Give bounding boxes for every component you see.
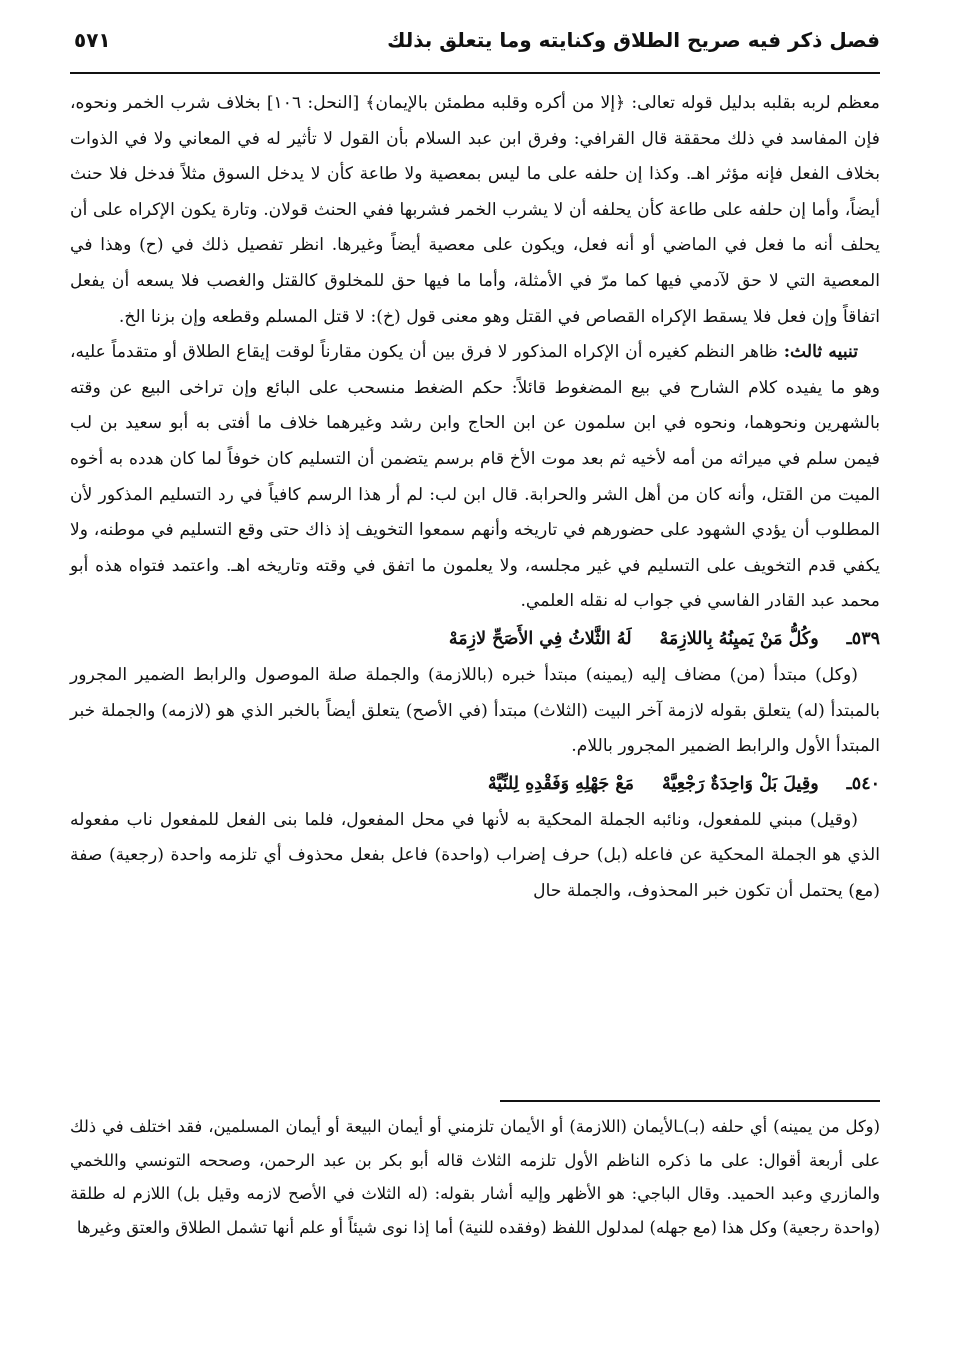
paragraph-continued: معظم لربه بقلبه بدليل قوله تعالى: ﴿إلا من أكره وقلبه مطمئن بالإيمان﴾ [النحل: ١٠٦] بخلاف شرب الخمر ونحوه، فإن المفاسد في ذلك محققة قال القرافي: وفرق ابن عبد السلام بأن القول لا تأثير له في المعاني ولا في الذوات بخلاف الفعل فإنه مؤثر اهـ. وكذا إن حلفه على ما ليس بمعصية ولا طاعة كأن لا يدخل السوق مثلاً فدخل فلا حنث أيضاً، وأما إن حلفه على طاعة كأن يحلفه أن لا يشرب الخمر فشربها ففي الحنث قولان. وتارة يكون الإكراه على أن يحلف أنه ما فعل في الماضي أو أنه فعل، ويكون على معصية أيضاً وغيرها. انظر تفصيل ذلك في (ح) وهذا في المعصية التي لا حق لآدمي فيها كما مرّ في الأمثلة، وأما ما فيها حق للمخلوق كالقتل والغصب فلا يسعه أن يفعل اتفاقاً وإن فعل فلا يسقط الإكراه القصاص في القتل وهو معنى قول (خ): لا قتل المسلم وقطعه وإن بزنا الخ.: [70, 93, 880, 327]
page-number: ٥٧١: [74, 28, 111, 52]
verse-commentary-539: (وكل) مبتدأ (من) مضاف إليه (يمينه) مبتدأ خبره (باللازمة) والجملة صلة الموصول والرابط الضمير المجرور بالمبتدأ (له) يتعلق بقوله لازمة آخر البيت (الثلاث) مبتدأ (في الأصح) يتعلق أيضاً بالخبر الذي هو (لازمه) والجملة خبر المبتدأ الأول والرابط الضمير المجرور باللام.: [70, 664, 880, 757]
verse-number: ٥٣٩ـ: [846, 628, 880, 649]
verse-second-hemistich: لَهُ الثَّلاثُ فِي الأَصَحِّ لازِمَهْ: [448, 628, 632, 649]
paragraph-body: ظاهر النظم كغيره أن الإكراه المذكور لا فرق بين أن يكون مقارناً لوقت إيقاع الطلاق أو متقدماً عليه، وهو ما يفيده كلام الشارح في بيع المضغوط قائلاً: حكم الضغط منسحب على البائع وإن تراخى البيع عن وقته بالشهرين ونحوهما، ونحوه في ابن سلمون عن ابن الحاج وابن رشد وغيرهما خلاف ما أفتى به أبو سعيد بن لب فيمن سلم في ميراثه من أمه لأخيه ثم بعد موت الأخ قام برسم يتضمن أن التسليم كان خوفاً لما كان هدده به أخوه الميت من القتل، وأنه كان من أهل الشر والحرابة. قال ابن لب: لم أر هذا الرسم كافياً في رد التسليم المذكور لأن المطلوب أن يؤدي الشهود على حضورهم في تاريخه وأنهم سمعوا التخويف إذ ذاك حتى وقع التسليم في موطنه، ولا يكفي قدم التخويف على التسليم في غير مجلسه، ولا يعلمون ما اتفق في وقته وتاريخه اهـ. واعتمد فتواه هذه أبو محمد عبد القادر الفاسي في جواب له نقله العلمي.: [70, 342, 880, 612]
verse-commentary-540: (وقيل) مبني للمفعول، ونائبه الجملة المحكية به لأنها في محل المفعول، فلما بنى الفعل للمفعول ناب مفعوله الذي هو الجملة المحكية عن فاعله (بل) حرف إضراب (واحدة) فاعل بفعل محذوف أي تلزمه واحدة (رجعية) صفة (مع) يحتمل أن تكون خبر المحذوف، والجملة حال: [70, 809, 880, 901]
paragraph-tanbih: [70, 335, 880, 620]
verse-first-hemistich: وكُلُّ مَنْ يَميِنُهُ بِاللازِمَهْ: [659, 628, 819, 649]
paragraph-label: تنبيه ثالث:: [783, 342, 858, 363]
verse-540: [70, 765, 880, 803]
footnote: (وكل من يمينه) أي حلفه (بـ)ـالأيمان (اللازمة) أو الأيمان تلزمني أو أيمان البيعة أو أيمان المسلمين، فقد اختلف في ذلك على أربعة أقوال: على ما ذكره الناظم الأول تلزمه الثلاث قاله أبو بكر بن عبد الرحمن، وصححه التونسي واللخمي والمازري وعبد الحميد. وقال الباجي: هو الأظهر وإليه أشار بقوله: (له الثلاث في الأصح لازمه وقيل بل) اللازم له طلقة (واحدة رجعية) وكل هذا (مع جهله) لمدلول اللفظ (وفقده للنية) أما إذا نوى شيئاً أو علم أنها تشمل الطلاق والعتق وغيرها: [70, 1117, 880, 1237]
verse-first-hemistich: وقِيلَ بَلْ وَاحِدَةٌ رَجْعِيَّهْ: [662, 773, 819, 794]
main-text: [70, 86, 880, 909]
verse-number: ٥٤٠ـ: [846, 773, 880, 794]
verse-539: [70, 620, 880, 658]
running-title: فصل ذكر فيه صريح الطلاق وكنايته وما يتعلق بذلك: [387, 28, 880, 52]
page-header: [70, 28, 880, 74]
verse-second-hemistich: مَعْ جَهْلِهِ وَفَقْدِهِ لِلنِّيَّهْ: [487, 773, 635, 794]
page: [70, 28, 880, 909]
footnote-divider: [500, 1100, 880, 1102]
